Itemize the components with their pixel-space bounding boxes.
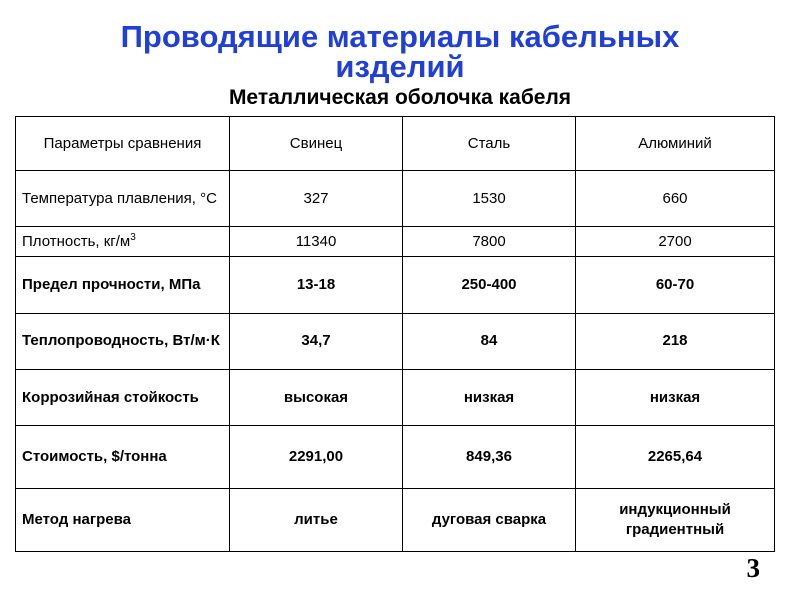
cell-value: 2291,00 — [230, 426, 403, 488]
cell-value: 11340 — [230, 227, 403, 257]
slide-subtitle: Металлическая оболочка кабеля — [228, 86, 572, 109]
row-param-corrosion: Коррозийная стойкость — [16, 370, 230, 426]
table-row — [16, 313, 775, 369]
row-param-density-text: Плотность, кг/м — [22, 232, 131, 250]
cell-value: 2700 — [576, 227, 775, 257]
cell-value: 13-18 — [230, 257, 403, 313]
cell-value: 250-400 — [403, 257, 576, 313]
cell-value: низкая — [403, 370, 576, 426]
cell-value: 849,36 — [403, 426, 576, 488]
table-row — [16, 227, 775, 257]
table-row — [16, 370, 775, 426]
cell-value: 60-70 — [576, 257, 775, 313]
table-row — [16, 171, 775, 227]
table-row — [16, 257, 775, 313]
cell-value: литье — [230, 488, 403, 551]
table-header-row — [16, 117, 775, 171]
row-param-melting-point: Температура плавления, °С — [16, 171, 230, 227]
cell-value: 660 — [576, 171, 775, 227]
slide-title — [0, 19, 800, 84]
cell-value: низкая — [576, 370, 775, 426]
row-param-density — [16, 227, 230, 257]
row-param-strength: Предел прочности, МПа — [16, 257, 230, 313]
slide-title-line-2: изделий — [335, 49, 465, 84]
header-aluminium: Алюминий — [576, 117, 775, 171]
slide-title-line-1: Проводящие материалы кабельных — [120, 19, 680, 54]
cell-value: 218 — [576, 313, 775, 369]
cell-value: 34,7 — [230, 313, 403, 369]
header-param: Параметры сравнения — [16, 117, 230, 171]
cell-value: 1530 — [403, 171, 576, 227]
page-number: 3 — [746, 553, 760, 583]
cell-value: 7800 — [403, 227, 576, 257]
cell-value: дуговая сварка — [403, 488, 576, 551]
cell-value: индукционный градиентный — [576, 488, 775, 551]
table-row — [16, 488, 775, 551]
cell-value: 84 — [403, 313, 576, 369]
cell-value: высокая — [230, 370, 403, 426]
row-param-cost: Стоимость, $/тонна — [16, 426, 230, 488]
cell-value: 2265,64 — [576, 426, 775, 488]
row-param-heating-method: Метод нагрева — [16, 488, 230, 551]
header-lead: Свинец — [230, 117, 403, 171]
table-row — [16, 426, 775, 488]
cell-value: 327 — [230, 171, 403, 227]
header-steel: Сталь — [403, 117, 576, 171]
comparison-table — [15, 116, 775, 552]
superscript: 3 — [130, 231, 136, 243]
row-param-conductivity: Теплопроводность, Вт/м·К — [16, 313, 230, 369]
